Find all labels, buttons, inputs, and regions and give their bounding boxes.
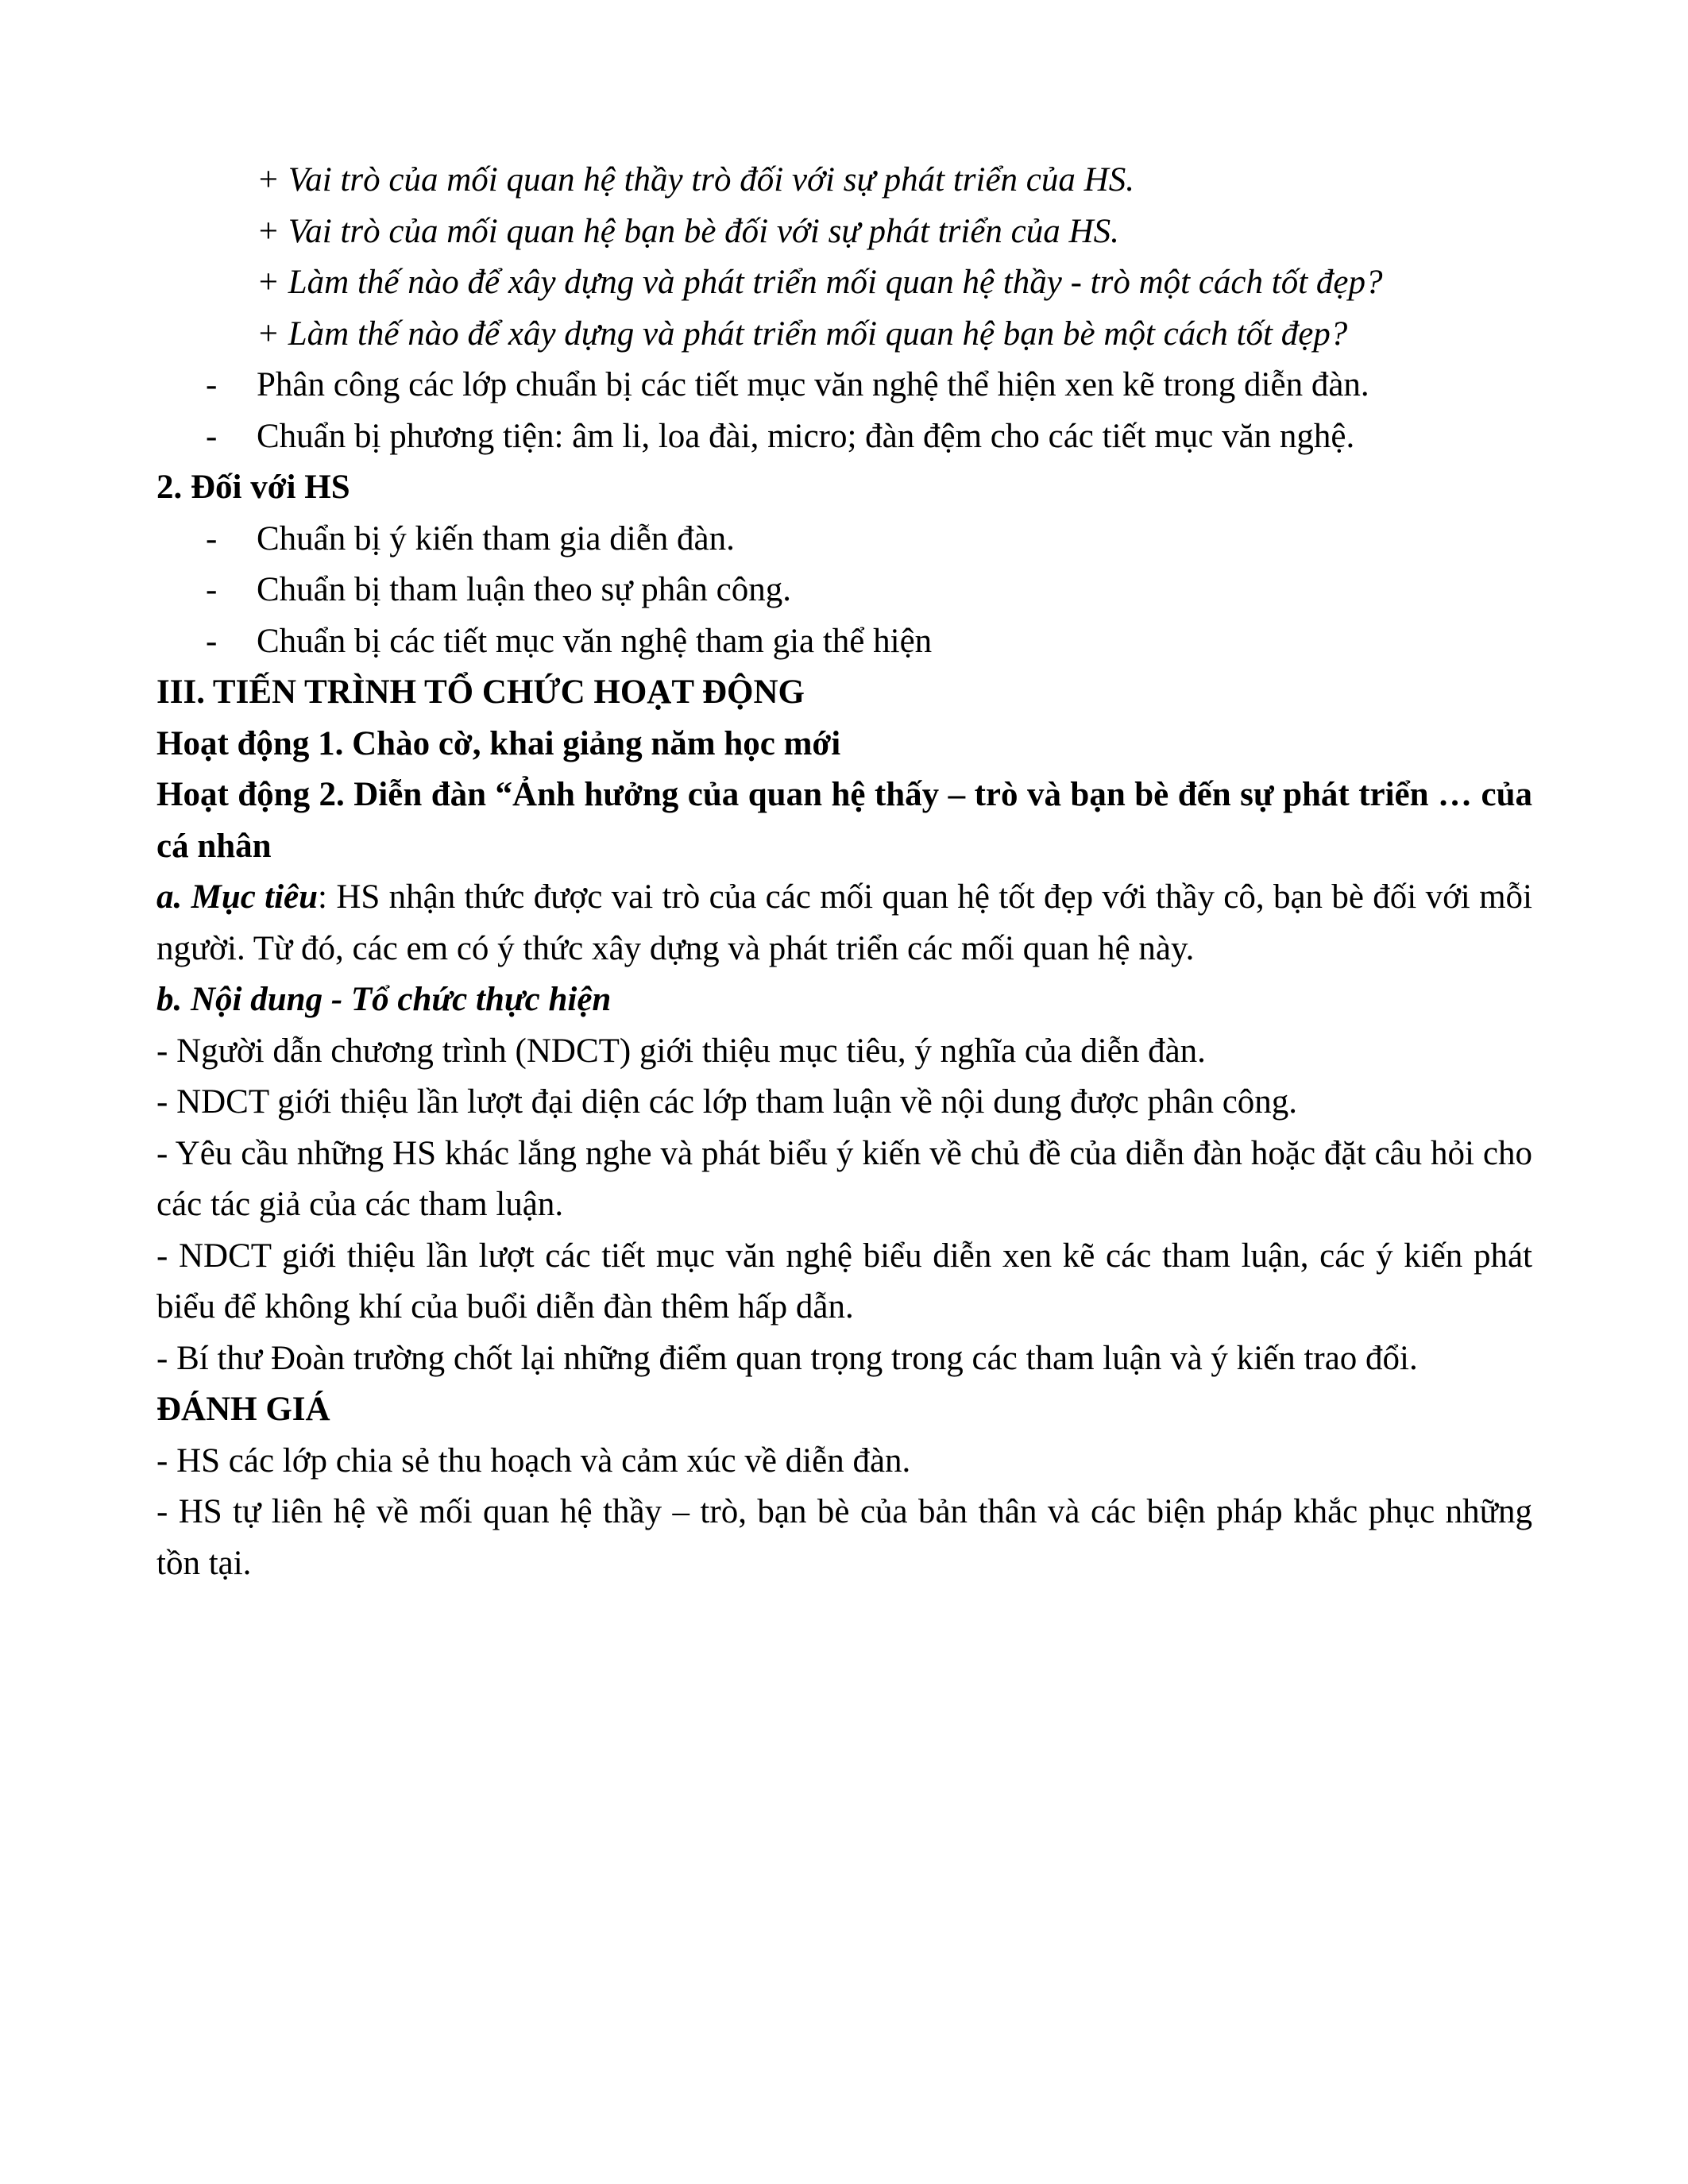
dash-bullet: - — [206, 571, 218, 608]
evaluation-item: - HS tự liên hệ về mối quan hệ thầy – trò, bạn bè của bản thân và các biện pháp khắc phục những tồn tại. — [156, 1493, 1532, 1582]
italic-item: + Làm thế nào để xây dựng và phát triển mối quan hệ bạn bè một cách tốt đẹp? — [257, 314, 1348, 353]
hs-task-text: Chuẩn bị tham luận theo sự phân công. — [257, 571, 791, 608]
objective-text: : HS nhận thức được vai trò của các mối quan hệ tốt đẹp với thầy cô, bạn bè đối với mỗi người. Từ đó, các em có ý thức xây dựng và phát triển các mối quan hệ này. — [156, 878, 1532, 967]
hs-heading: 2. Đối với HS — [156, 469, 350, 506]
teacher-task-text: Phân công các lớp chuẩn bị các tiết mục văn nghệ thể hiện xen kẽ trong diễn đàn. — [257, 366, 1369, 403]
dash-bullet: - — [206, 417, 218, 455]
dash-bullet: - — [206, 622, 218, 660]
hs-task-text: Chuẩn bị các tiết mục văn nghệ tham gia thể hiện — [257, 622, 933, 660]
italic-item: + Làm thế nào để xây dựng và phát triển mối quan hệ thầy - trò một cách tốt đẹp? — [257, 264, 1383, 301]
objective-paragraph — [156, 872, 1532, 974]
content-item: - Người dẫn chương trình (NDCT) giới thiệu mục tiêu, ý nghĩa của diễn đàn. — [156, 1032, 1206, 1070]
dash-bullet: - — [206, 519, 218, 558]
teacher-task-text: Chuẩn bị phương tiện: âm li, loa đài, micro; đàn đệm cho các tiết mục văn nghệ. — [257, 417, 1355, 455]
document-body — [156, 155, 1532, 1589]
content-item: - NDCT giới thiệu lần lượt các tiết mục văn nghệ biểu diễn xen kẽ các tham luận, các ý kiến phát biểu để không khí của buổi diễn đàn thêm hấp dẫn. — [156, 1237, 1532, 1325]
content-item: - Bí thư Đoàn trường chốt lại những điểm quan trọng trong các tham luận và ý kiến trao đổi. — [156, 1339, 1418, 1377]
teacher-task-item — [156, 360, 1532, 411]
objective-label: a. Mục tiêu — [156, 878, 319, 916]
hs-task-item — [156, 565, 1532, 616]
evaluation-item: - HS các lớp chia sẻ thu hoạch và cảm xúc về diễn đàn. — [156, 1441, 911, 1480]
hs-task-text: Chuẩn bị ý kiến tham gia diễn đàn. — [257, 519, 735, 558]
content-heading: b. Nội dung - Tổ chức thực hiện — [156, 981, 612, 1018]
activity-2-heading: Hoạt động 2. Diễn đàn “Ảnh hưởng của quan hệ thấy – trò và bạn bè đến sự phát triển … của cá nhân — [156, 776, 1532, 865]
content-item: - Yêu cầu những HS khác lắng nghe và phát biểu ý kiến về chủ đề của diễn đàn hoặc đặt câu hỏi cho các tác giả của các tham luận. — [156, 1134, 1532, 1223]
hs-task-item — [156, 616, 1532, 668]
hs-task-item — [156, 514, 1532, 565]
dash-bullet: - — [206, 366, 218, 403]
content-item: - NDCT giới thiệu lần lượt đại diện các lớp tham luận về nội dung được phân công. — [156, 1083, 1298, 1121]
italic-item: + Vai trò của mối quan hệ bạn bè đối với sự phát triển của HS. — [257, 212, 1119, 250]
teacher-task-item — [156, 411, 1532, 463]
evaluation-heading: ĐÁNH GIÁ — [156, 1391, 330, 1428]
section-heading: III. TIẾN TRÌNH TỔ CHỨC HOẠT ĐỘNG — [156, 673, 805, 711]
activity-1-heading: Hoạt động 1. Chào cờ, khai giảng năm học mới — [156, 724, 841, 762]
italic-item: + Vai trò của mối quan hệ thầy trò đối với sự phát triển của HS. — [257, 161, 1134, 199]
